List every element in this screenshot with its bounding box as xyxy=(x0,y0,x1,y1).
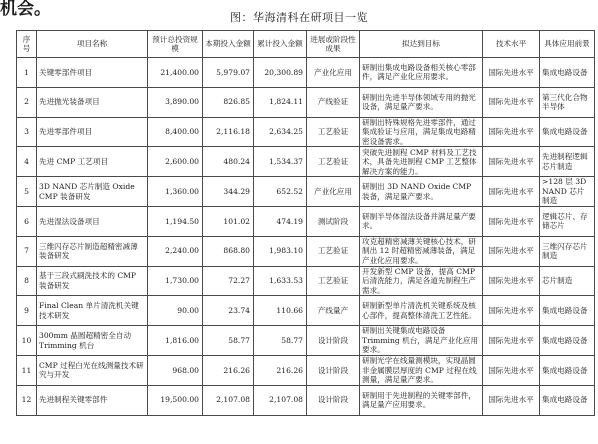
total-investment: 8,400.00 xyxy=(148,117,203,147)
application-prospect: 集成电路设备 xyxy=(540,58,595,88)
row-number: 5 xyxy=(17,177,37,207)
table-row xyxy=(17,58,595,88)
tech-level: 国际先进水平 xyxy=(483,385,540,415)
tech-level: 国际先进水平 xyxy=(483,58,540,88)
tech-level: 国际先进水平 xyxy=(483,206,540,236)
row-number: 8 xyxy=(17,266,37,296)
period-investment: 5,979.07 xyxy=(203,58,254,88)
header-cell: 预计总投资规模 xyxy=(148,31,203,58)
row-number: 9 xyxy=(17,296,37,326)
total-investment: 968.00 xyxy=(148,355,203,385)
cumulative-investment: 2,634.25 xyxy=(254,117,307,147)
row-number: 7 xyxy=(17,236,37,266)
target-goal: 研制光学在线量测模块，实现晶圆非金属膜层厚度的 CMP 过程在线测量，满足量产要求。 xyxy=(360,355,483,385)
table-row xyxy=(17,147,595,177)
table-row xyxy=(17,296,595,326)
cumulative-investment: 1,633.53 xyxy=(254,266,307,296)
total-investment: 2,600.00 xyxy=(148,147,203,177)
application-prospect: 芯片制造 xyxy=(540,266,595,296)
row-number: 12 xyxy=(17,385,37,415)
target-goal: 研制出特殊规格先进零部件，通过集成验证与应用，满足集成电路精密设备需求。 xyxy=(360,117,483,147)
cumulative-investment: 652.52 xyxy=(254,177,307,207)
row-number: 4 xyxy=(17,147,37,177)
progress-stage: 工艺验证 xyxy=(307,266,360,296)
project-name: 关键零部件项目 xyxy=(37,58,148,88)
row-number: 10 xyxy=(17,326,37,356)
target-goal: 突破先进制程 CMP 材料及工艺技术，具备先进制程 CMP 工艺整体解决方案的能力。 xyxy=(360,147,483,177)
target-goal: 研制新型单片清洗机关键系统及核心部件，提高整体清洗工艺性能。 xyxy=(360,296,483,326)
cumulative-investment: 2,107.08 xyxy=(254,385,307,415)
progress-stage: 产业化应用 xyxy=(307,177,360,207)
cumulative-investment: 1,534.37 xyxy=(254,147,307,177)
project-name: 先进零部件项目 xyxy=(37,117,148,147)
project-name: 先进抛光装备项目 xyxy=(37,87,148,117)
target-goal: 研制出 3D NAND Oxide CMP 装备，满足量产要求。 xyxy=(360,177,483,207)
target-goal: 研制出关键集成电路设备 Trimming 机台，满足产业化应用要求。 xyxy=(360,326,483,356)
figure-caption: 图：华海清科在研项目一览 xyxy=(230,11,368,24)
project-name: Final Clean 单片清洗机关键技术研发 xyxy=(37,296,148,326)
row-number: 1 xyxy=(17,58,37,88)
period-investment: 826.85 xyxy=(203,87,254,117)
total-investment: 19,500.00 xyxy=(148,385,203,415)
table-row xyxy=(17,117,595,147)
period-investment: 2,116.18 xyxy=(203,117,254,147)
projects-table xyxy=(16,30,595,416)
progress-stage: 工艺验证 xyxy=(307,147,360,177)
total-investment: 3,890.00 xyxy=(148,87,203,117)
period-investment: 72.27 xyxy=(203,266,254,296)
tech-level: 国际先进水平 xyxy=(483,147,540,177)
project-name: CMP 过程白光在线测量技术研究与开发 xyxy=(37,355,148,385)
target-goal: 攻克超精密减薄关键核心技术，研制出 12 时超精密减薄装备，满足产业化应用要求。 xyxy=(360,236,483,266)
row-number: 11 xyxy=(17,355,37,385)
header-cell: 本期投入金额 xyxy=(203,31,254,58)
total-investment: 1,194.50 xyxy=(148,206,203,236)
tech-level: 国际先进水平 xyxy=(483,177,540,207)
table-row xyxy=(17,355,595,385)
tech-level: 国际先进水平 xyxy=(483,296,540,326)
project-name: 先进制程关键零部件 xyxy=(37,385,148,415)
tech-level: 国际先进水平 xyxy=(483,117,540,147)
tech-level: 国际先进水平 xyxy=(483,236,540,266)
total-investment: 2,240.00 xyxy=(148,236,203,266)
application-prospect: 集成电路设备 xyxy=(540,326,595,356)
header-cell: 序号 xyxy=(17,31,37,58)
period-investment: 101.02 xyxy=(203,206,254,236)
total-investment: 21,400.00 xyxy=(148,58,203,88)
cumulative-investment: 1,824.11 xyxy=(254,87,307,117)
application-prospect: 逻辑芯片、存储芯片 xyxy=(540,206,595,236)
target-goal: 研制出先进半导体领域专用的抛光设备，满足量产要求。 xyxy=(360,87,483,117)
application-prospect: 集成电路设备 xyxy=(540,117,595,147)
total-investment: 1,730.00 xyxy=(148,266,203,296)
table-row xyxy=(17,385,595,415)
target-goal: 研制用于先进制程的关键零部件，满足量产应用要求。 xyxy=(360,385,483,415)
table-row xyxy=(17,236,595,266)
preceding-text-fragment: 机会。 xyxy=(0,0,51,19)
project-name: 300mm 晶圆超精密全自动 Trimming 机台 xyxy=(37,326,148,356)
application-prospect: 集成电路设备 xyxy=(540,385,595,415)
cumulative-investment: 20,300.89 xyxy=(254,58,307,88)
cumulative-investment: 1,983.10 xyxy=(254,236,307,266)
total-investment: 1,360.00 xyxy=(148,177,203,207)
period-investment: 58.77 xyxy=(203,326,254,356)
target-goal: 开发新型 CMP 设备，提高 CMP 后清洗能力，满足各道先制程生产需求。 xyxy=(360,266,483,296)
table-row xyxy=(17,326,595,356)
project-name: 先进湿法设备项目 xyxy=(37,206,148,236)
period-investment: 23.74 xyxy=(203,296,254,326)
progress-stage: 测试阶段 xyxy=(307,206,360,236)
tech-level: 国际先进水平 xyxy=(483,266,540,296)
tech-level: 国际先进水平 xyxy=(483,326,540,356)
cumulative-investment: 216.26 xyxy=(254,355,307,385)
progress-stage: 设计阶段 xyxy=(307,326,360,356)
period-investment: 2,107.08 xyxy=(203,385,254,415)
period-investment: 344.29 xyxy=(203,177,254,207)
period-investment: 216.26 xyxy=(203,355,254,385)
table-row xyxy=(17,206,595,236)
application-prospect: 先进制程逻辑芯片制造 xyxy=(540,147,595,177)
table-row xyxy=(17,87,595,117)
project-name: 三维闪存芯片制造超精密减薄装备研发 xyxy=(37,236,148,266)
total-investment: 1,816.00 xyxy=(148,326,203,356)
total-investment: 90.00 xyxy=(148,296,203,326)
progress-stage: 设计阶段 xyxy=(307,355,360,385)
progress-stage: 产业化应用 xyxy=(307,58,360,88)
header-cell: 进展或阶段性成果 xyxy=(307,31,360,58)
progress-stage: 产线量产 xyxy=(307,296,360,326)
progress-stage: 工艺验证 xyxy=(307,117,360,147)
header-cell: 技术水平 xyxy=(483,31,540,58)
target-goal: 研制半导体湿法设备并满足量产要求。 xyxy=(360,206,483,236)
table-row xyxy=(17,266,595,296)
progress-stage: 设计阶段 xyxy=(307,385,360,415)
application-prospect: 三维闪存芯片制造 xyxy=(540,236,595,266)
row-number: 3 xyxy=(17,117,37,147)
table-header-row xyxy=(17,31,595,58)
header-cell: 拟达到目标 xyxy=(360,31,483,58)
row-number: 2 xyxy=(17,87,37,117)
cumulative-investment: 58.77 xyxy=(254,326,307,356)
progress-stage: 工艺验证 xyxy=(307,236,360,266)
header-cell: 累计投入金额 xyxy=(254,31,307,58)
period-investment: 868.80 xyxy=(203,236,254,266)
application-prospect: >128 层 3D NAND 芯片制造 xyxy=(540,177,595,207)
cumulative-investment: 474.19 xyxy=(254,206,307,236)
header-cell: 项目名称 xyxy=(37,31,148,58)
period-investment: 480.24 xyxy=(203,147,254,177)
progress-stage: 产线验证 xyxy=(307,87,360,117)
cumulative-investment: 110.66 xyxy=(254,296,307,326)
table-row xyxy=(17,177,595,207)
application-prospect: 集成电路设备 xyxy=(540,296,595,326)
row-number: 6 xyxy=(17,206,37,236)
target-goal: 研制出集成电路设备相关核心零部件，满足产业化应用要求。 xyxy=(360,58,483,88)
application-prospect: 第三代化合物半导体 xyxy=(540,87,595,117)
header-cell: 具体应用前景 xyxy=(540,31,595,58)
project-name: 3D NAND 芯片制造 Oxide CMP 装备研发 xyxy=(37,177,148,207)
tech-level: 国际先进水平 xyxy=(483,355,540,385)
tech-level: 国际先进水平 xyxy=(483,87,540,117)
application-prospect: 集成电路设备 xyxy=(540,355,595,385)
project-name: 基于三段式刷洗技术的 CMP 装备研发 xyxy=(37,266,148,296)
project-name: 先进 CMP 工艺项目 xyxy=(37,147,148,177)
